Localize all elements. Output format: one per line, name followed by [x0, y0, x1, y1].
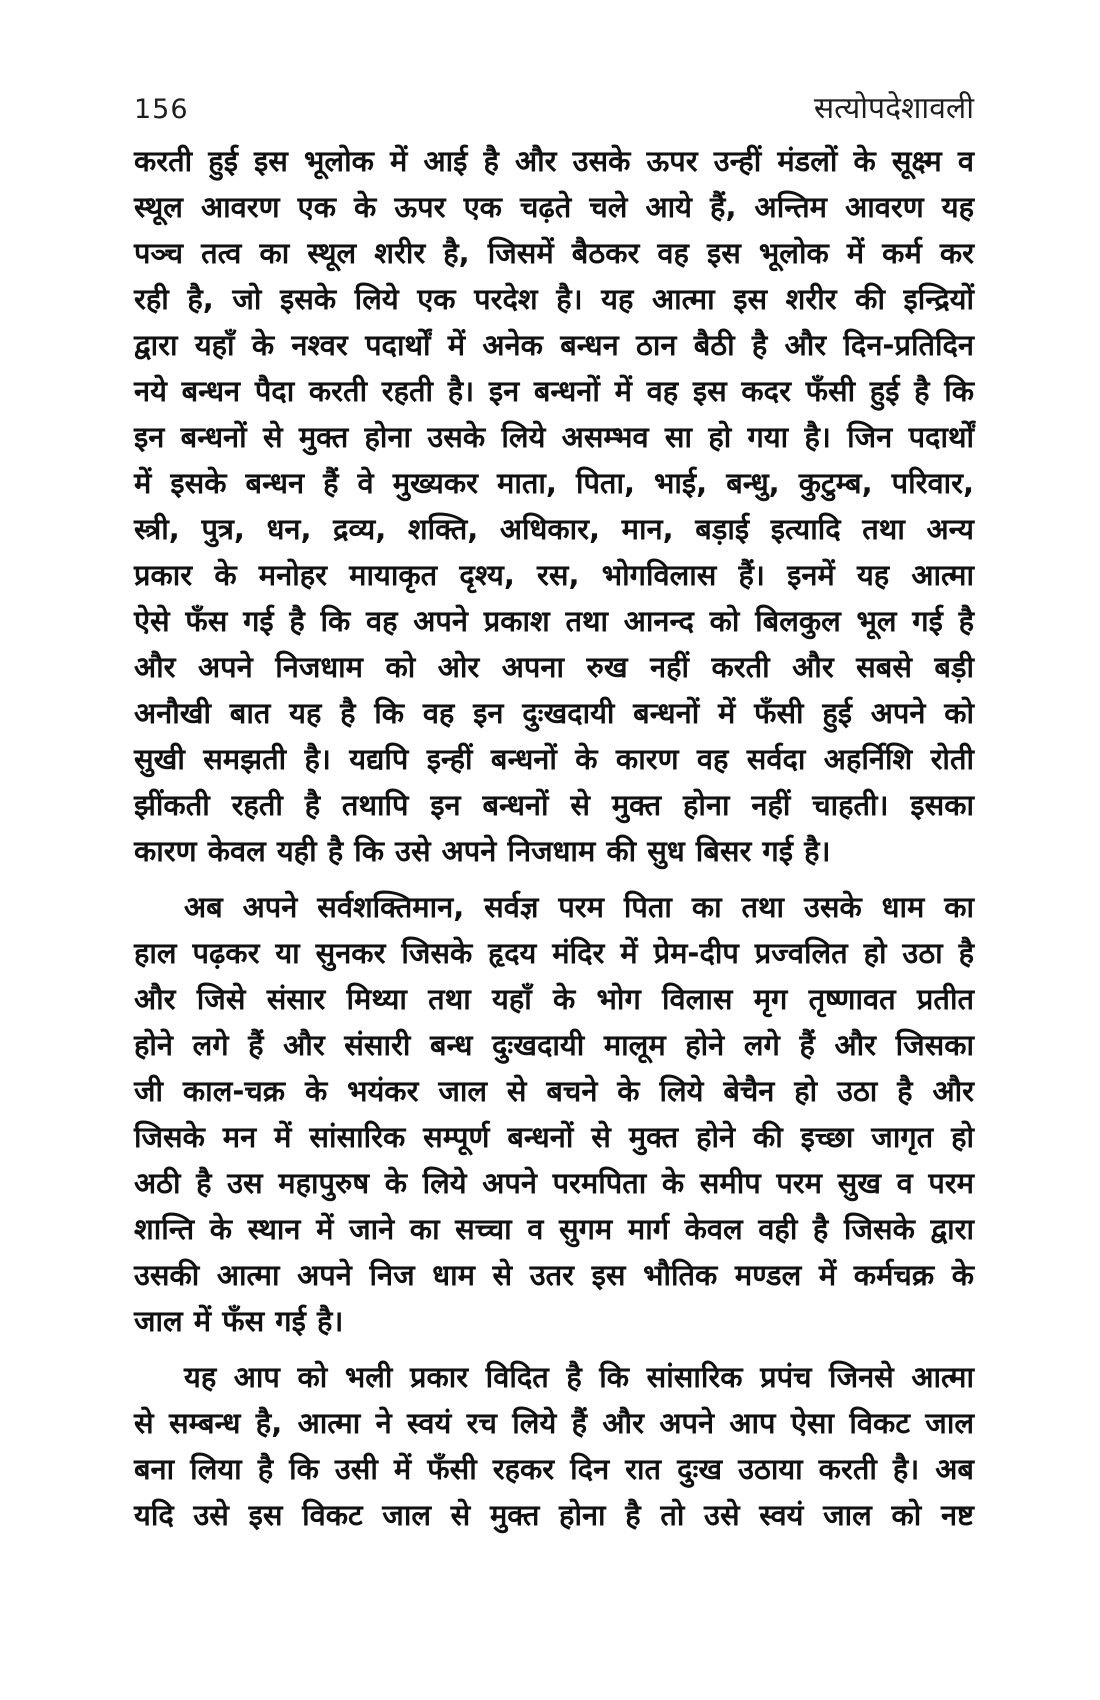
text-line: जिसके मन में सांसारिक सम्पूर्ण बन्धनों से मुक्त होने की इच्छा जागृत हो: [134, 1120, 974, 1154]
text-line: करती हुई इस भूलोक में आई है और उसके ऊपर उन्हीं मंडलों के सूक्ष्म व: [134, 144, 974, 178]
text-line: पञ्च तत्व का स्थूल शरीर है, जिसमें बैठकर वह इस भूलोक में कर्म कर: [134, 236, 974, 270]
text-line: हाल पढ़कर या सुनकर जिसके हृदय मंदिर में प्रेम-दीप प्रज्वलित हो उठा है: [134, 936, 974, 970]
page-number: 156: [134, 94, 189, 125]
text-line: अब अपने सर्वशक्तिमान, सर्वज्ञ परम पिता का तथा उसके धाम का: [184, 890, 974, 924]
text-line: इन बन्धनों से मुक्त होना उसके लिये असम्भव सा हो गया है। जिन पदार्थों: [134, 420, 974, 454]
text-line: झींकती रहती है तथापि इन बन्धनों से मुक्त होना नहीं चाहती। इसका: [134, 788, 974, 822]
running-head-title: सत्योपदेशावली: [813, 91, 974, 126]
text-line: जी काल-चक्र के भयंकर जाल से बचने के लिये बेचैन हो उठा है और: [134, 1074, 974, 1108]
text-line: यह आप को भली प्रकार विदित है कि सांसारिक प्रपंच जिनसे आत्मा: [184, 1360, 974, 1394]
text-line: प्रकार के मनोहर मायाकृत दृश्य, रस, भोगविलास हैं। इनमें यह आत्मा: [134, 558, 974, 592]
text-line: अठी है उस महापुरुष के लिये अपने परमपिता के समीप परम सुख व परम: [134, 1166, 974, 1200]
text-line: ऐसे फँस गई है कि वह अपने प्रकाश तथा आनन्द को बिलकुल भूल गई है: [134, 604, 974, 638]
text-line: स्थूल आवरण एक के ऊपर एक चढ़ते चले आये हैं, अन्तिम आवरण यह: [134, 190, 974, 224]
text-line: उसकी आत्मा अपने निज धाम से उतर इस भौतिक मण्डल में कर्मचक्र के: [134, 1258, 974, 1292]
paragraph: [134, 1354, 974, 1538]
text-line: और अपने निजधाम को ओर अपना रुख नहीं करती और सबसे बड़ी: [134, 650, 974, 684]
running-header: [134, 86, 974, 127]
text-line: जाल में फँस गई है।: [134, 1304, 344, 1338]
text-line: और जिसे संसार मिथ्या तथा यहाँ के भोग विलास मृग तृष्णावत प्रतीत: [134, 982, 974, 1016]
text-line: सुखी समझती है। यद्यपि इन्हीं बन्धनों के कारण वह सर्वदा अहर्निशि रोती: [134, 742, 974, 776]
text-line: नये बन्धन पैदा करती रहती है। इन बन्धनों में वह इस कदर फँसी हुई है कि: [134, 374, 974, 408]
text-line: शान्ति के स्थान में जाने का सच्चा व सुगम मार्ग केवल वही है जिसके द्वारा: [134, 1212, 974, 1246]
text-line: से सम्बन्ध है, आत्मा ने स्वयं रच लिये हैं और अपने आप ऐसा विकट जाल: [134, 1406, 974, 1440]
text-line: कारण केवल यही है कि उसे अपने निजधाम की सुध बिसर गई है।: [134, 834, 831, 868]
text-line: में इसके बन्धन हैं वे मुख्यकर माता, पिता, भाई, बन्धु, कुटुम्ब, परिवार,: [134, 466, 974, 500]
text-line: बना लिया है कि उसी में फँसी रहकर दिन रात दुःख उठाया करती है। अब: [134, 1452, 974, 1486]
text-line: रही है, जो इसके लिये एक परदेश है। यह आत्मा इस शरीर की इन्द्रियों: [134, 282, 974, 316]
page-body: [134, 138, 974, 1538]
text-line: यदि उसे इस विकट जाल से मुक्त होना है तो उसे स्वयं जाल को नष्ट: [134, 1498, 974, 1532]
text-line: द्वारा यहाँ के नश्वर पदार्थों में अनेक बन्धन ठान बैठी है और दिन-प्रतिदिन: [134, 328, 974, 362]
text-line: होने लगे हैं और संसारी बन्ध दुःखदायी मालूम होने लगे हैं और जिसका: [134, 1028, 974, 1062]
paragraph: [134, 138, 974, 874]
text-line: स्त्री, पुत्र, धन, द्रव्य, शक्ति, अधिकार, मान, बड़ाई इत्यादि तथा अन्य: [134, 512, 974, 546]
text-line: अनौखी बात यह है कि वह इन दुःखदायी बन्धनों में फँसी हुई अपने को: [134, 696, 974, 730]
paragraph: [134, 884, 974, 1344]
